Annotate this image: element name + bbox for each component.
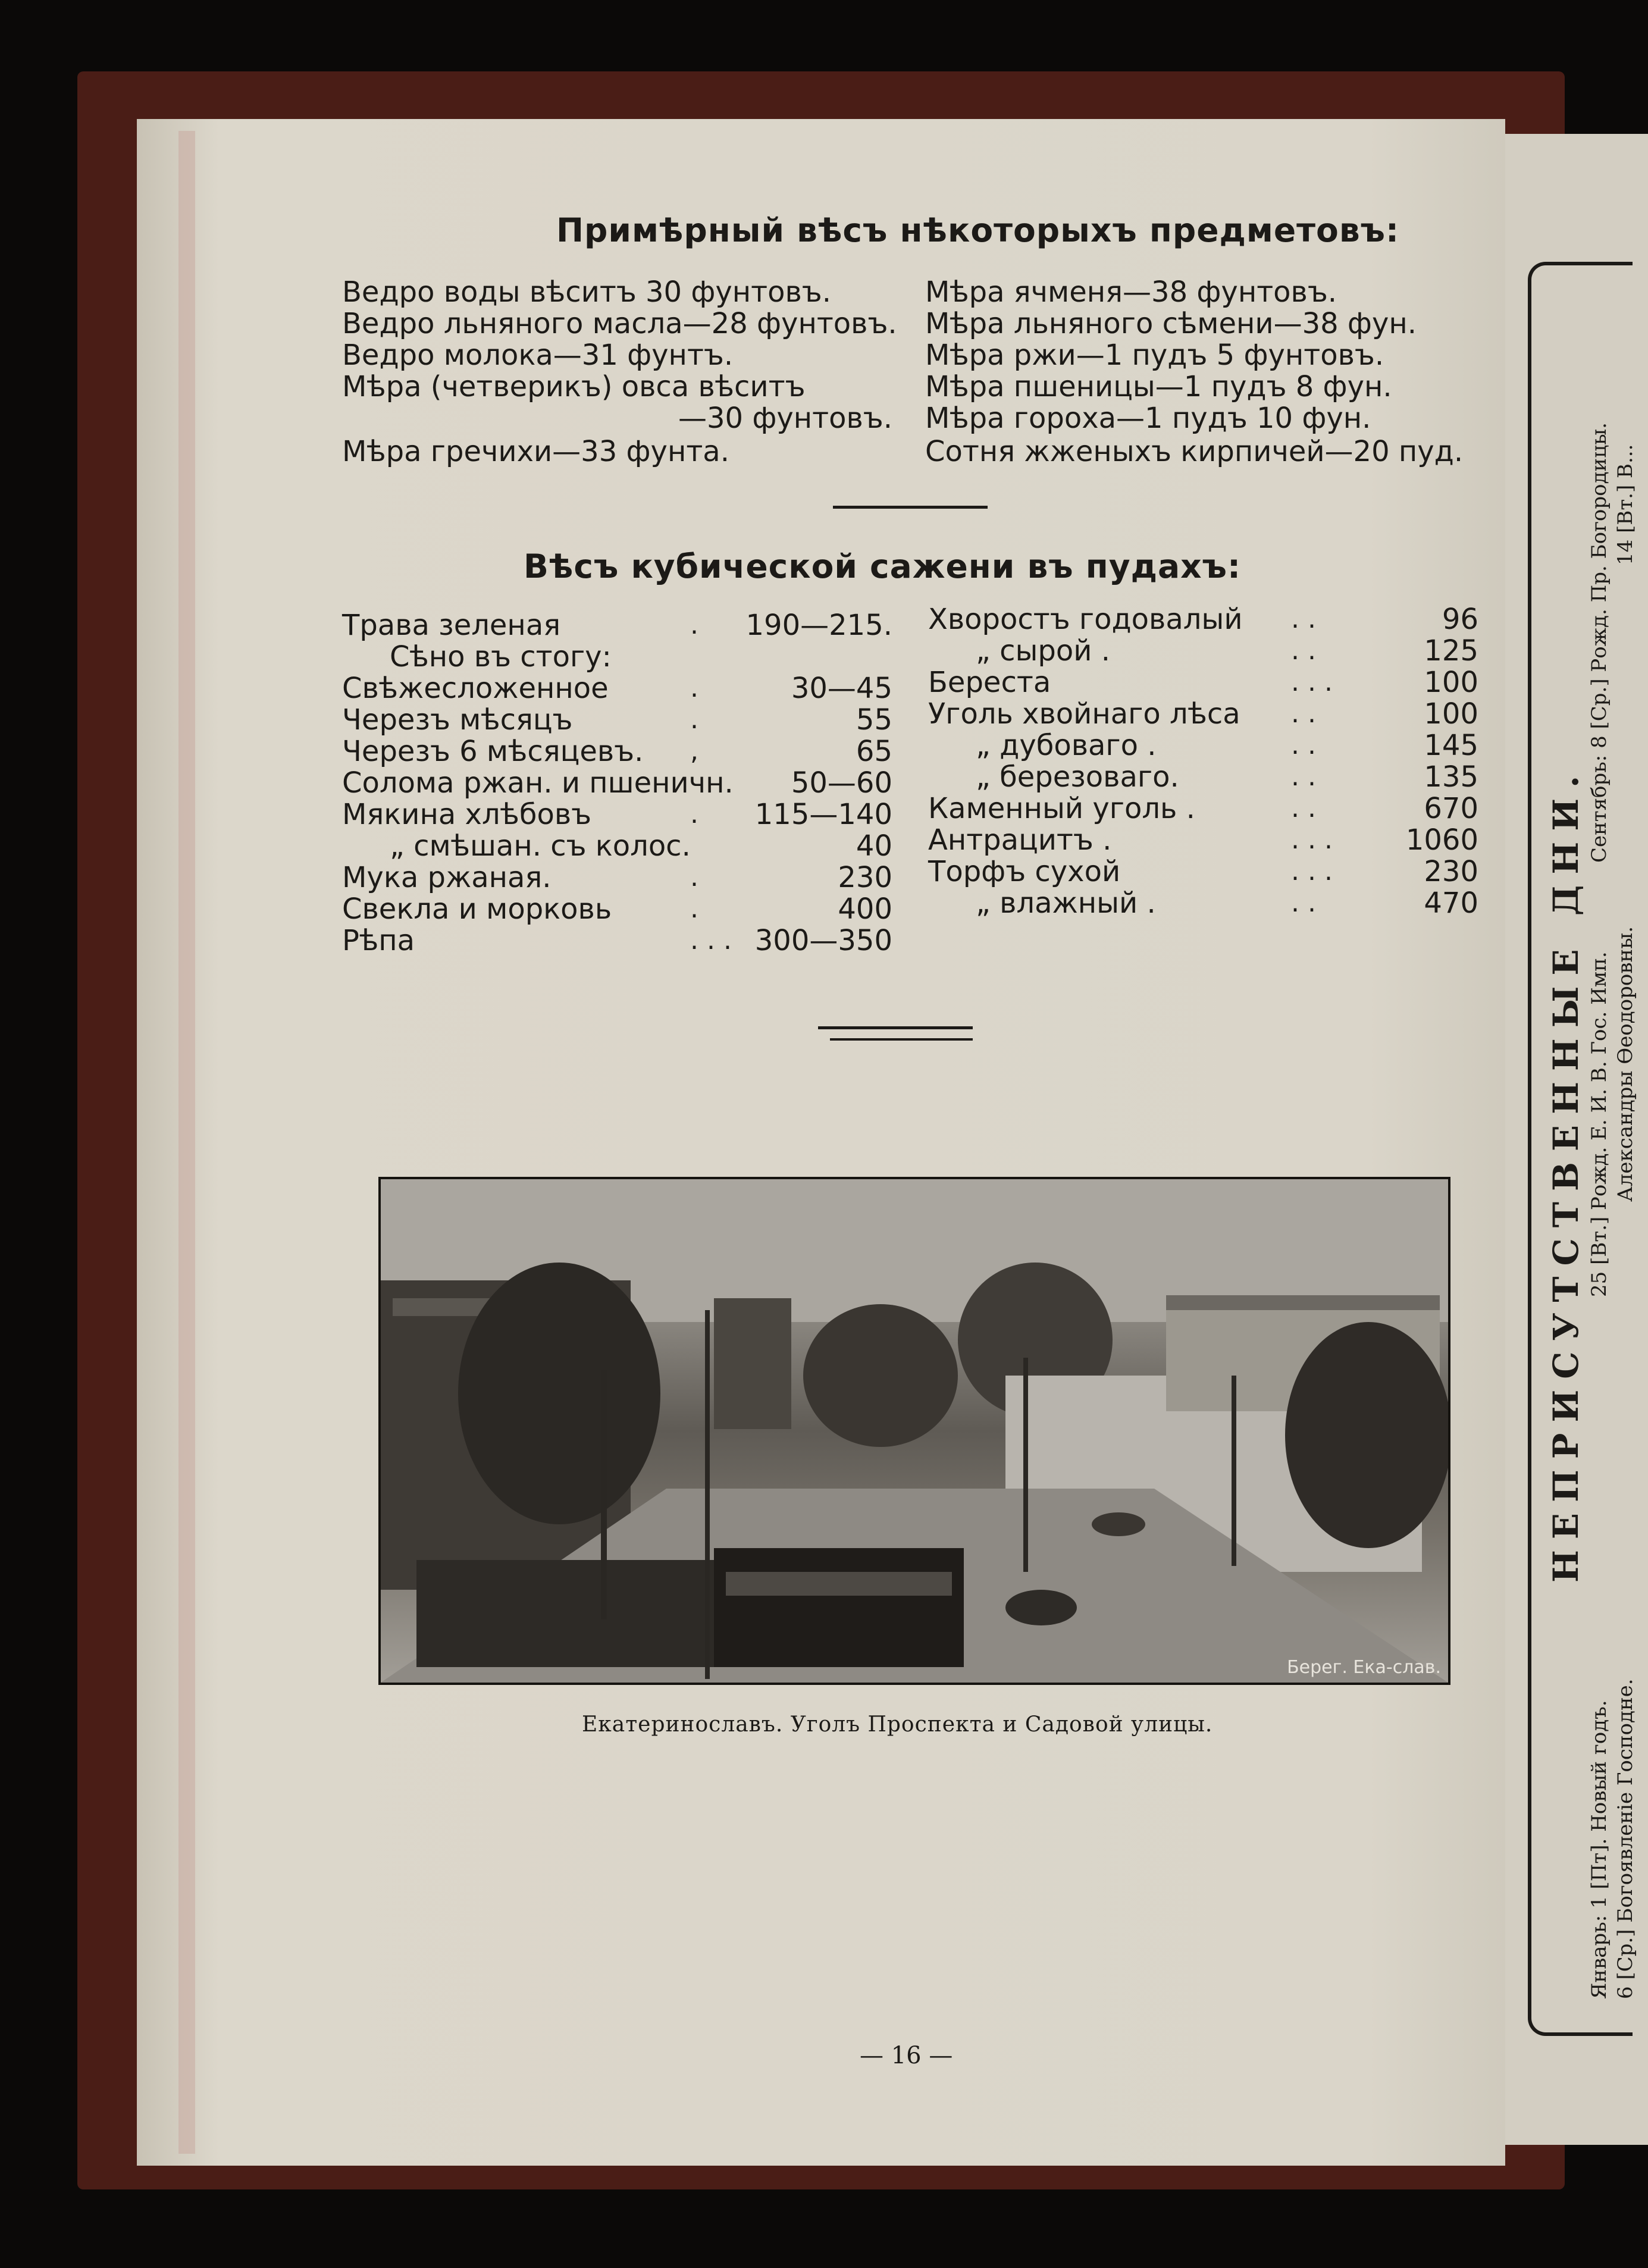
table-row-value: 96: [1442, 603, 1478, 636]
table-row-label: Хворостъ годовалый: [928, 603, 1243, 636]
table-row-label: Антрацитъ .: [928, 823, 1112, 857]
weight-line: Мѣра гречихи—33 фунта.: [342, 435, 729, 468]
table-row-dots: .: [690, 610, 698, 640]
table-row-dots: . . .: [1291, 825, 1333, 855]
table-row-label: Береста: [928, 666, 1051, 699]
table-row-value: 55: [856, 703, 892, 737]
side-line: 6 [Ср.] Богоявленіе Господне.: [1613, 1678, 1637, 1999]
table-row-value: 145: [1424, 729, 1478, 762]
table-row-dots: . .: [1291, 888, 1316, 918]
table-row-value: 190—215.: [745, 609, 892, 642]
side-line: 14 [Вт.] В...: [1613, 444, 1637, 565]
weight-line: Мѣра гороха—1 пудъ 10 фун.: [925, 402, 1371, 435]
table-row-label: Черезъ 6 мѣсяцевъ.: [342, 735, 644, 768]
weight-line: Ведро воды вѣситъ 30 фунтовъ.: [342, 275, 831, 309]
divider-rule: [818, 1026, 973, 1029]
table-row-value: 300—350: [754, 924, 892, 957]
side-line: Январь: 1 [Пт]. Новый годъ.: [1587, 1700, 1611, 1999]
table-row-dots: . . .: [690, 925, 732, 956]
photo-credit: Берег. Ека-слав.: [1287, 1657, 1441, 1678]
table-row-value: 40: [856, 829, 892, 863]
table-row-value: 670: [1424, 792, 1478, 825]
weight-line: Ведро молока—31 фунтъ.: [342, 339, 734, 372]
divider-rule: [830, 1038, 973, 1041]
table-row-dots: . .: [1291, 762, 1316, 792]
table-row-value: 30—45: [791, 672, 892, 705]
table-row-label: Мякина хлѣбовъ: [342, 798, 592, 831]
table-row-label: „ дубоваго .: [976, 729, 1157, 762]
table-row-label: Солома ржан. и пшеничн.: [342, 766, 734, 800]
table-row-dots: . . .: [1291, 856, 1333, 886]
weight-line: Сотня жженыхъ кирпичей—20 пуд.: [925, 435, 1464, 468]
table-row-label: Сѣно въ стогу:: [390, 640, 612, 673]
table-row-dots: .: [690, 862, 698, 892]
table-row-label: Уголь хвойнаго лѣса: [928, 697, 1240, 731]
table-row-value: 65: [856, 735, 892, 768]
table-row-value: 50—60: [791, 766, 892, 800]
weight-line: Мѣра льняного сѣмени—38 фун.: [925, 307, 1417, 340]
side-line: 25 [Вт.] Рожд. Е. И. В. Гос. Имп.: [1587, 951, 1611, 1297]
page-edge: [178, 131, 195, 2154]
street-photo: [378, 1177, 1450, 1685]
table-row-label: „ березоваго.: [976, 760, 1179, 794]
table-row-dots: . .: [1291, 635, 1316, 666]
table-row-label: Рѣпа: [342, 924, 415, 957]
table-row-label: „ смѣшан. съ колос.: [390, 829, 691, 863]
table-row-dots: . .: [1291, 698, 1316, 729]
weight-line: Мѣра ячменя—38 фунтовъ.: [925, 275, 1337, 309]
table-row-value: 115—140: [754, 798, 892, 831]
table-row-label: „ сырой .: [976, 634, 1110, 668]
weight-line: Мѣра (четверикъ) овса вѣситъ: [342, 370, 806, 403]
weight-line: Мѣра пшеницы—1 пудъ 8 фун.: [925, 370, 1392, 403]
weight-line: Мѣра ржи—1 пудъ 5 фунтовъ.: [925, 339, 1384, 372]
table-row-label: Свѣжесложенное: [342, 672, 609, 705]
table-row-value: 470: [1424, 886, 1478, 920]
table-row-dots: .: [690, 673, 698, 703]
table-row-value: 230: [838, 861, 892, 894]
table-row-dots: . .: [1291, 730, 1316, 760]
side-line: Сентябрь: 8 [Ср.] Рожд. Пр. Богородицы.: [1587, 422, 1611, 863]
table-row-value: 230: [1424, 855, 1478, 888]
table-row-label: Трава зеленая: [342, 609, 561, 642]
table-row-dots: .: [690, 894, 698, 924]
photo-caption: Екатеринославъ. Уголъ Проспекта и Садовой улицы.: [582, 1712, 1213, 1737]
side-line: Александры Ѳеодоровны.: [1613, 926, 1637, 1202]
table-row-dots: . .: [1291, 793, 1316, 823]
table-row-dots: . .: [1291, 604, 1316, 634]
table-row-dots: .: [690, 704, 698, 735]
table-row-label: Черезъ мѣсяцъ: [342, 703, 573, 737]
table-row-label: „ влажный .: [976, 886, 1156, 920]
section1-title: Примѣрный вѣсъ нѣкоторыхъ предметовъ:: [556, 211, 1399, 249]
street-scene: [381, 1179, 1448, 1683]
table-row-value: 135: [1424, 760, 1478, 794]
table-row-value: 100: [1424, 697, 1478, 731]
page-number: — 16 —: [860, 2042, 953, 2069]
table-row-value: 1060: [1405, 823, 1478, 857]
weight-line: Ведро льняного масла—28 фунтовъ.: [342, 307, 897, 340]
table-row-dots: ,: [690, 736, 698, 766]
table-row-value: 125: [1424, 634, 1478, 668]
weight-line: —30 фунтовъ.: [678, 402, 892, 435]
table-row-label: Мука ржаная.: [342, 861, 552, 894]
table-row-label: Каменный уголь .: [928, 792, 1195, 825]
table-row-dots: .: [690, 799, 698, 829]
table-row-value: 100: [1424, 666, 1478, 699]
table-row-value: 400: [838, 892, 892, 926]
side-title: НЕПРИСУТСТВЕННЫЕ ДНИ.: [1546, 765, 1586, 1583]
divider-rule: [833, 506, 988, 509]
table-row-label: Свекла и морковь: [342, 892, 612, 926]
table-row-dots: . . .: [1291, 667, 1333, 697]
section2-title: Вѣсъ кубической сажени въ пудахъ:: [524, 547, 1241, 585]
table-row-label: Торфъ сухой: [928, 855, 1121, 888]
